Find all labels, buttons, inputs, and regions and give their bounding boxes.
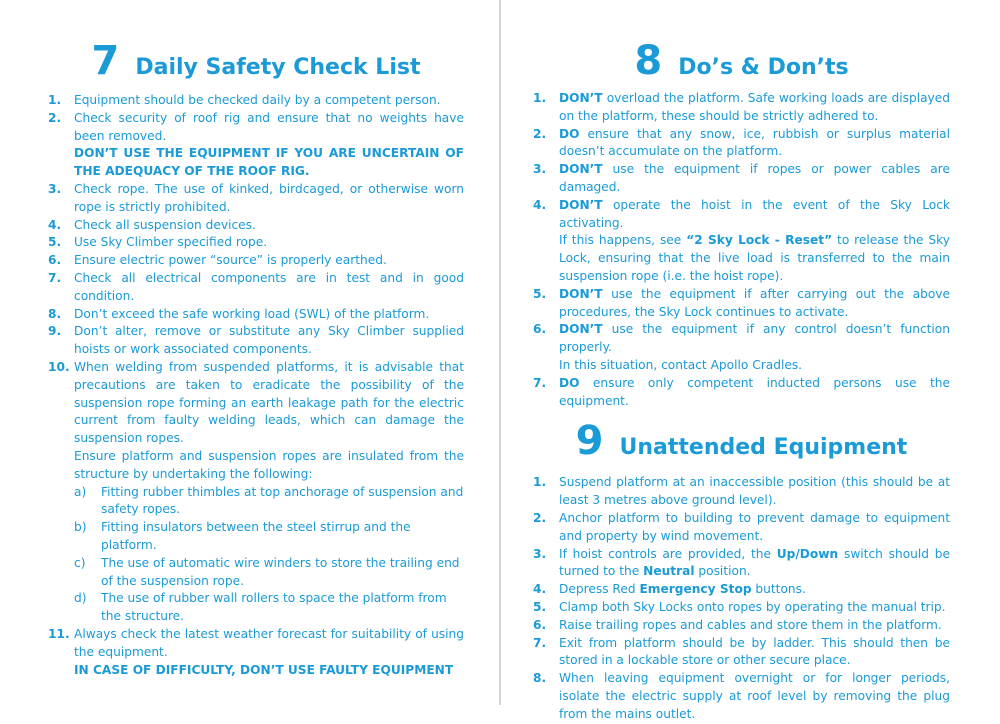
list-item: 11. Always check the latest weather forecast for suitability of using the equipment. IN CASE OF DIFFICULTY, DON’T USE FAULTY EQUIPMENT: [48, 626, 464, 679]
list-item: 1. DON’T overload the platform. Safe working loads are displayed on the platform, these should be strictly adhered to.: [533, 91, 950, 123]
list-item: 4. Check all suspension devices.: [48, 217, 256, 232]
list-item: 6. Ensure electric power “source” is properly earthed.: [48, 253, 387, 268]
sub-item: d) The use of rubber wall rollers to space the platform from the structure.: [74, 591, 447, 624]
list-item: 8. When leaving equipment overnight or for longer periods, isolate the electric supply at roof level by removing the plug from the mains outlet.: [533, 671, 950, 721]
sub-item: b) Fitting insulators between the steel stirrup and the platform.: [74, 520, 411, 552]
list-item: 7. DO ensure only competent inducted persons use the equipment.: [533, 375, 950, 408]
list-item: 4. DON’T operate the hoist in the event of the Sky Lock activating. If this happens, see “2 Sky Lock - Reset” to release the Sky Lock, ensuring that the live load is transferred to the main suspension rope (i.e. the hoist rope).: [533, 197, 951, 283]
list-item: 5. Clamp both Sky Locks onto ropes by operating the manual trip.: [533, 599, 946, 614]
list-item: 6. Raise trailing ropes and cables and store them in the platform.: [533, 617, 942, 632]
sub-item: c) The use of automatic wire winders to store the trailing end of the suspension rope.: [74, 555, 460, 588]
list-item: 2. DO ensure that any snow, ice, rubbish or surplus material doesn’t accumulate on the platform.: [533, 126, 950, 159]
section-8: [533, 38, 951, 410]
dos-donts-list: [533, 90, 950, 410]
section-7-heading: [48, 38, 464, 84]
list-item: 4. Depress Red Emergency Stop buttons.: [533, 582, 806, 597]
section-number: 9: [575, 418, 604, 465]
list-item: 5. Use Sky Climber specified rope.: [48, 235, 268, 250]
section-number: 7: [91, 38, 120, 84]
list-item: 3. DON’T use the equipment if ropes or power cables are damaged.: [533, 162, 950, 194]
list-item: 2. Check security of roof rig and ensure that no weights have been removed. DON’T USE THE EQUIPMENT IF YOU ARE UNCERTAIN OF THE ADEQUACY OF THE ROOF RIG.: [48, 110, 464, 181]
list-item: 1. Suspend platform at an inaccessible position (this should be at least 3 metres above ground level).: [533, 475, 950, 508]
sub-item: a) Fitting rubber thimbles at top anchorage of suspension and safety ropes.: [74, 484, 464, 517]
list-item: 5. DON’T use the equipment if after carrying out the above procedures, the Sky Lock continues to activate.: [533, 286, 950, 319]
sub-list: [74, 484, 464, 626]
left-page: [48, 0, 464, 679]
right-page: [533, 0, 950, 724]
list-item: 2. Anchor platform to building to prevent damage to equipment and property by wind movement.: [533, 510, 950, 543]
list-item: 10. When welding from suspended platforms, it is advisable that precautions are taken to eradicate the possibility of the suspension rope forming an earth leakage path for the electric current from faulty welding leads, which can damage the suspension ropes. Ensure platform and suspension ropes are insulated from the structure by undertaking the following: a) Fitting rubber thimbles at top anchorage of suspension and safety ropes. b) Fitting insulators between the steel stirrup and the platform. c) The use of automatic wire winders to store the trailing end of the suspension rope. d) The use of rubber wall rollers to space the platform from the structure.: [48, 359, 464, 626]
list-item: 1. Equipment should be checked daily by a competent person.: [48, 93, 441, 107]
list-item: 9. Don’t alter, remove or substitute any Sky Climber supplied hoists or work associated components.: [48, 324, 464, 357]
section-title: Daily Safety Check List: [135, 55, 421, 80]
list-item: 3. Check rope. The use of kinked, birdcaged, or otherwise worn rope is strictly prohibited.: [48, 181, 464, 214]
list-item: 6. DON’T use the equipment if any control doesn’t function properly. In this situation, contact Apollo Cradles.: [533, 322, 950, 372]
section-number: 8: [634, 38, 663, 84]
section-8-heading: [533, 38, 950, 84]
section-title: Unattended Equipment: [619, 435, 908, 461]
list-item: 3. If hoist controls are provided, the Up/Down switch should be turned to the Neutral position.: [533, 546, 950, 579]
section-9-heading: [533, 418, 950, 465]
warning-text: DON’T USE THE EQUIPMENT IF YOU ARE UNCERTAIN OF THE ADEQUACY OF THE ROOF RIG.: [74, 146, 464, 179]
section-title: Do’s & Don’ts: [678, 55, 849, 80]
list-item: 8. Don’t exceed the safe working load (SWL) of the platform.: [48, 306, 430, 321]
page-divider: [499, 0, 501, 705]
warning-text: IN CASE OF DIFFICULTY, DON’T USE FAULTY EQUIPMENT: [74, 662, 454, 677]
list-item: 7. Check all electrical components are in test and in good condition.: [48, 270, 464, 303]
unattended-list: [533, 474, 950, 723]
checklist: [48, 92, 464, 679]
list-item: 7. Exit from platform should be by ladder. This should then be stored in a lockable store or other secure place.: [533, 635, 950, 668]
section-9: [533, 418, 950, 723]
